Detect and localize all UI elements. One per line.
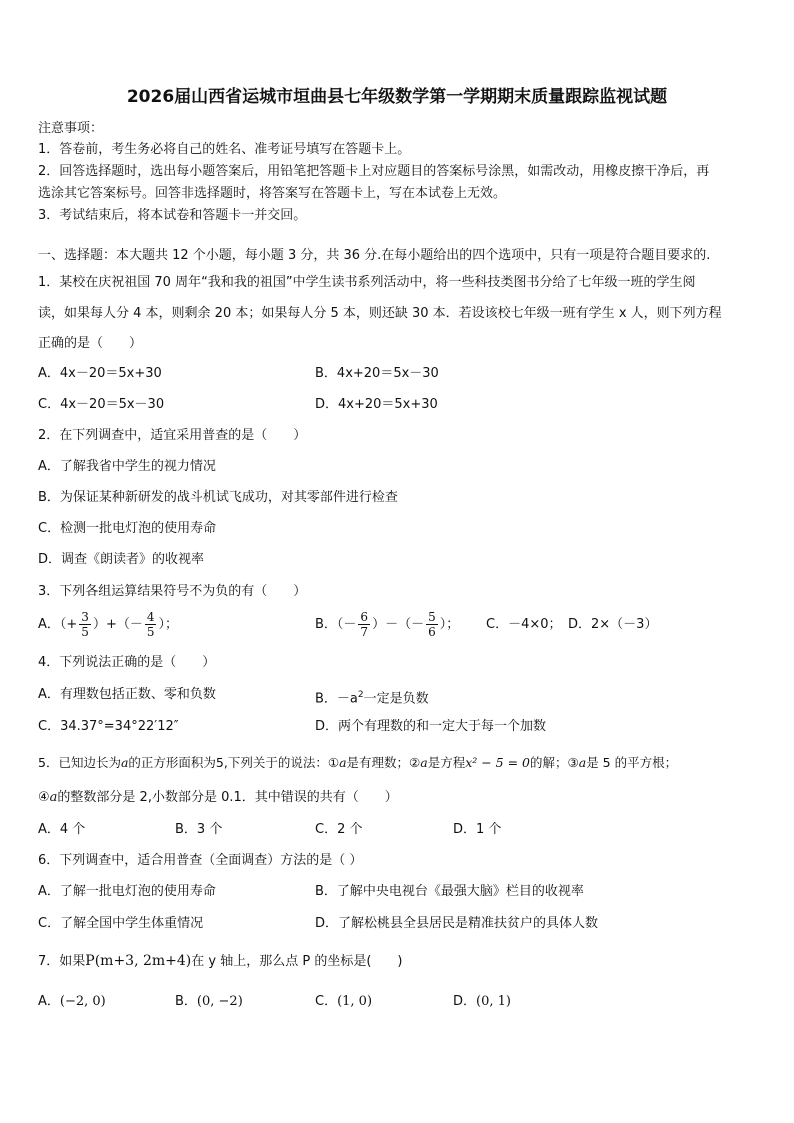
q5-var-4: a — [578, 755, 587, 770]
q3-b-middle: ）－（－ — [372, 617, 425, 632]
q3-a-prefix: A．（+ — [38, 617, 78, 632]
q4-option-d: D．两个有理数的和一定大于每一个加数 — [315, 719, 547, 734]
q3-option-a — [38, 608, 178, 642]
notice-line-2a: 2．回答选择题时，选出每小题答案后，用铅笔把答题卡上对应题目的答案标号涂黑，如需改动，用橡皮擦干净后，再 — [38, 164, 710, 179]
q7-b-label: B． — [175, 994, 197, 1009]
q1-option-a: A．4x－20＝5x+30 — [38, 366, 162, 381]
q3-a-suffix: ）； — [158, 617, 178, 632]
q7-option-b — [175, 994, 243, 1010]
notice-heading: 注意事项： — [38, 121, 104, 136]
notice-line-1: 1．答卷前，考生务必将自己的姓名、准考证号填写在答题卡上。 — [38, 142, 411, 157]
q3-b-numerator-2: 5 — [428, 610, 436, 624]
q3-option-c: C．－4×0； — [486, 617, 562, 632]
q5-option-c: C．2 个 — [315, 822, 363, 837]
q7-a-value: (−2, 0) — [59, 994, 106, 1009]
q3-b-fraction-1 — [358, 610, 370, 639]
q5-text-3: 是有理数；② — [346, 755, 421, 770]
q5-stem-line-1 — [38, 755, 677, 771]
q7-d-label: D． — [453, 994, 477, 1009]
q7-stem-suffix: 在 y 轴上，那么点 P 的坐标是( ) — [191, 954, 403, 969]
q3-a-fraction-1 — [79, 610, 91, 639]
page-title: 2026届山西省运城市垣曲县七年级数学第一学期期末质量跟踪监视试题 — [126, 87, 668, 107]
q3-b-numerator-1: 6 — [360, 610, 369, 624]
q3-a-middle: ）+（－ — [92, 617, 143, 632]
q2-option-d: D．调查《朗读者》的收视率 — [38, 552, 205, 567]
q4-stem: 4．下列说法正确的是（ ） — [38, 655, 216, 670]
q4-b-suffix: 一定是负数 — [363, 691, 429, 707]
notice-line-3: 3．考试结束后，将本试卷和答题卡一并交回。 — [38, 208, 307, 223]
q3-a-fraction-2 — [145, 610, 157, 639]
q7-c-value: (1, 0) — [337, 994, 373, 1009]
q7-option-a — [38, 994, 106, 1010]
q7-option-d — [453, 994, 511, 1010]
q3-b-prefix: B．（－ — [315, 617, 357, 632]
q5-text-1: 5．已知边长为 — [38, 755, 121, 770]
q7-option-c — [315, 994, 372, 1010]
q5-var-5: a — [49, 790, 58, 805]
q2-option-a: A．了解我省中学生的视力情况 — [38, 459, 216, 474]
q3-b-suffix: ）； — [439, 617, 460, 632]
q1-option-c: C．4x－20＝5x－30 — [38, 397, 165, 412]
q5-text-5: 的解；③ — [530, 755, 579, 770]
q1-stem-line-3: 正确的是（ ） — [38, 336, 143, 351]
q3-b-fraction-2 — [426, 610, 438, 639]
q4-option-b — [315, 687, 429, 707]
q3-stem: 3．下列各组运算结果符号不为负的有（ ） — [38, 584, 307, 599]
q1-stem-line-2: 读，如果每人分 4 本，则剩余 20 本；如果每人分 5 本，则还缺 30 本．若设该校七年级一班有学生 x 人，则下列方程 — [38, 306, 722, 321]
q3-a-denominator-1: 5 — [81, 625, 89, 639]
q5-option-b: B．3 个 — [175, 822, 223, 837]
q7-point: P(m+3, 2m+4) — [85, 953, 192, 969]
q7-c-label: C． — [315, 994, 338, 1009]
section-heading: 一、选择题：本大题共 12 个小题，每小题 3 分，共 36 分.在每小题给出的四个选项中，只有一项是符合题目要求的. — [38, 248, 711, 263]
q5-text-8: 的整数部分是 2,小数部分是 0.1．其中错误的共有（ ） — [57, 790, 398, 805]
q2-stem: 2．在下列调查中，适宜采用普查的是（ ） — [38, 428, 307, 443]
q6-stem: 6．下列调查中，适合用普查（全面调查）方法的是（ ） — [38, 853, 363, 868]
q2-option-c: C．检测一批电灯泡的使用寿命 — [38, 521, 217, 536]
q4-option-c: C．34.37°=34°22′12″ — [38, 719, 179, 734]
q1-stem-line-1: 1．某校在庆祝祖国 70 周年“我和我的祖国”中学生读书系列活动中，将一些科技类图书分给了七年级一班的学生阅 — [38, 275, 696, 290]
q7-a-label: A． — [38, 994, 60, 1009]
q6-option-b: B．了解中央电视台《最强大脑》栏目的收视率 — [315, 884, 584, 899]
q5-text-4: 是方程 — [427, 755, 466, 770]
q3-option-d: D．2×（－3） — [568, 617, 658, 632]
q5-text-2: 的正方形面积为5,下列关于的说法：① — [128, 755, 340, 770]
q5-var-1: a — [120, 755, 129, 770]
q6-option-d: D．了解松桃县全县居民是精准扶贫户的具体人数 — [315, 916, 599, 931]
q5-stem-line-2 — [38, 790, 398, 806]
q5-var-2: a — [339, 755, 347, 770]
q1-option-b: B．4x+20＝5x－30 — [315, 366, 439, 381]
q3-b-denominator-1: 7 — [360, 625, 369, 639]
q7-stem — [38, 953, 402, 970]
q1-option-d: D．4x+20＝5x+30 — [315, 397, 438, 412]
q6-option-a: A．了解一批电灯泡的使用寿命 — [38, 884, 216, 899]
q6-option-c: C．了解全国中学生体重情况 — [38, 916, 204, 931]
q7-b-value: (0, −2) — [196, 994, 243, 1009]
q5-option-a: A．4 个 — [38, 822, 86, 837]
q3-option-b — [315, 608, 459, 642]
q4-option-a: A．有理数包括正数、零和负数 — [38, 687, 216, 702]
q3-a-numerator-2: 4 — [146, 610, 155, 624]
q5-option-d: D．1 个 — [453, 822, 502, 837]
q3-a-denominator-2: 5 — [146, 625, 155, 639]
q7-stem-prefix: 7．如果 — [38, 954, 86, 969]
q3-a-numerator-1: 3 — [81, 610, 89, 624]
q2-option-b: B．为保证某种新研发的战斗机试飞成功，对其零部件进行检查 — [38, 490, 398, 505]
q5-text-6: 是 5 的平方根； — [586, 755, 678, 770]
q5-var-3: a — [420, 755, 428, 770]
q4-b-prefix: B．－a — [315, 691, 358, 707]
q7-d-value: (0, 1) — [476, 994, 511, 1009]
q3-b-denominator-2: 6 — [428, 625, 436, 639]
q5-text-7: ④ — [38, 790, 50, 805]
q4-b-exponent: 2 — [357, 690, 364, 700]
q5-equation: x² − 5 = 0 — [465, 755, 531, 770]
notice-line-2b: 选涂其它答案标号。回答非选择题时，将答案写在答题卡上，写在本试卷上无效。 — [38, 186, 507, 201]
